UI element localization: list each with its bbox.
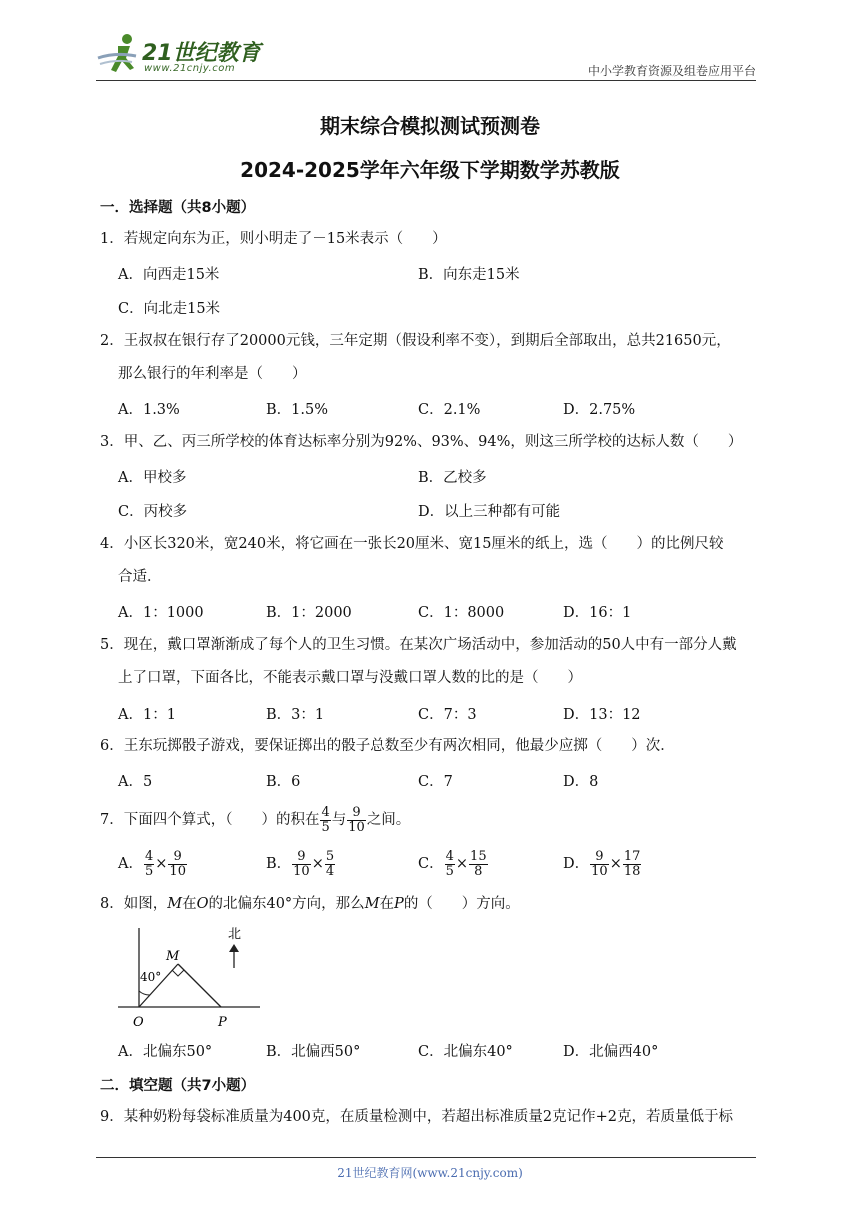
platform-label: 中小学教育资源及组卷应用平台 — [587, 64, 756, 78]
q3-option-b: B．乙校多 — [418, 470, 487, 486]
question-4-line2: 合适． — [118, 569, 162, 585]
header-rule — [96, 80, 756, 81]
question-5-line2: 上了口罩，下面各比，不能表示戴口罩与没戴口罩人数的比的是（ ） — [118, 670, 582, 686]
q5-option-a: A．1：1 — [118, 707, 176, 723]
q7-text-post: 之间。 — [366, 812, 411, 828]
q8-option-d: D．北偏西40° — [563, 1044, 659, 1060]
figure-north-label: 北 — [228, 927, 242, 942]
figure-p-label: P — [218, 1015, 227, 1030]
q1-option-c: C．向北走15米 — [118, 301, 221, 317]
runner-logo-icon — [96, 32, 146, 78]
q8-option-a: A．北偏东50° — [118, 1044, 213, 1060]
q8-option-c: C．北偏东40° — [418, 1044, 513, 1060]
q6-option-a: A．5 — [118, 774, 153, 790]
q6-option-d: D．8 — [563, 774, 599, 790]
question-1: 1．若规定向东为正，则小明走了－15米表示（ ） — [100, 231, 447, 247]
q5-option-b: B．3：1 — [266, 707, 325, 723]
figure-m-label: M — [166, 949, 180, 964]
site-logo — [96, 32, 266, 80]
q2-option-c: C．2.1% — [418, 402, 481, 418]
q4-option-d: D．16：1 — [563, 605, 632, 621]
figure-angle-label: 40° — [140, 970, 162, 984]
q7-text-pre: 7．下面四个算式，（ ）的积在 — [100, 812, 320, 828]
logo-url: www.21cnjy.com — [144, 63, 236, 74]
page-title: 期末综合模拟测试预测卷 — [320, 114, 540, 138]
q5-option-c: C．7：3 — [418, 707, 477, 723]
question-2-line2: 那么银行的年利率是（ ） — [118, 366, 307, 382]
q7-fraction-2: $\frac{9}{10}$ — [348, 804, 365, 835]
q7-option-b: B． $\frac{9}{10}$ × $\frac{5}{4}$ — [266, 848, 335, 879]
q7-fraction-1: $\frac{4}{5}$ — [321, 804, 330, 835]
logo-title: 21世纪教育 — [142, 41, 261, 66]
q1-option-b: B．向东走15米 — [418, 267, 520, 283]
direction-figure — [118, 920, 263, 1030]
footer-rule — [96, 1157, 756, 1158]
q3-option-c: C．丙校多 — [118, 504, 188, 520]
q2-option-d: D．2.75% — [563, 402, 636, 418]
question-6: 6．王东玩掷骰子游戏，要保证掷出的骰子总数至少有两次相同，他最少应掷（ ）次． — [100, 738, 675, 754]
q4-option-b: B．1：2000 — [266, 605, 352, 621]
q2-option-a: A．1.3% — [118, 402, 180, 418]
question-3: 3．甲、乙、丙三所学校的体育达标率分别为92%、93%、94%，则这三所学校的达标人数（ ） — [100, 434, 743, 450]
q3-option-d: D．以上三种都有可能 — [418, 504, 561, 520]
question-8: 8．如图，M在O的北偏东40°方向，那么M在P的（ ）方向。 — [100, 896, 520, 912]
q6-option-c: C．7 — [418, 774, 453, 790]
footer-site: 21世纪教育网(www.21cnjy.com) — [337, 1166, 523, 1180]
figure-o-label: O — [133, 1015, 144, 1030]
q7-text-mid: 与 — [331, 812, 347, 828]
q8-option-b: B．北偏西50° — [266, 1044, 361, 1060]
q7-option-a: A． $\frac{4}{5}$ × $\frac{9}{10}$ — [118, 848, 186, 879]
page-subtitle: 2024-2025学年六年级下学期数学苏教版 — [240, 158, 620, 182]
question-2-line1: 2．王叔叔在银行存了20000元钱，三年定期（假设利率不变），到期后全部取出，总共21650元， — [100, 333, 731, 349]
question-5-line1: 5．现在，戴口罩渐渐成了每个人的卫生习惯。在某次广场活动中，参加活动的50人中有一部分人戴 — [100, 637, 737, 653]
q1-option-a: A．向西走15米 — [118, 267, 220, 283]
question-4-line1: 4．小区长320米，宽240米，将它画在一张长20厘米、宽15厘米的纸上，选（ ）的比例尺较 — [100, 536, 724, 552]
q4-option-a: A．1：1000 — [118, 605, 204, 621]
question-7 — [100, 802, 410, 838]
section-heading-choice: 一．选择题（共8小题） — [100, 200, 256, 216]
q3-option-a: A．甲校多 — [118, 470, 187, 486]
question-9: 9．某种奶粉每袋标准质量为400克，在质量检测中，若超出标准质量2克记作+2克，若质量低于标 — [100, 1109, 733, 1125]
q7-option-d: D． $\frac{9}{10}$ × $\frac{17}{18}$ — [563, 848, 641, 879]
q6-option-b: B．6 — [266, 774, 301, 790]
q2-option-b: B．1.5% — [266, 402, 328, 418]
q7-option-c: C． $\frac{4}{5}$ × $\frac{15}{8}$ — [418, 848, 487, 879]
section-heading-fill: 二．填空题（共7小题） — [100, 1078, 256, 1094]
q4-option-c: C．1：8000 — [418, 605, 505, 621]
q5-option-d: D．13：12 — [563, 707, 641, 723]
